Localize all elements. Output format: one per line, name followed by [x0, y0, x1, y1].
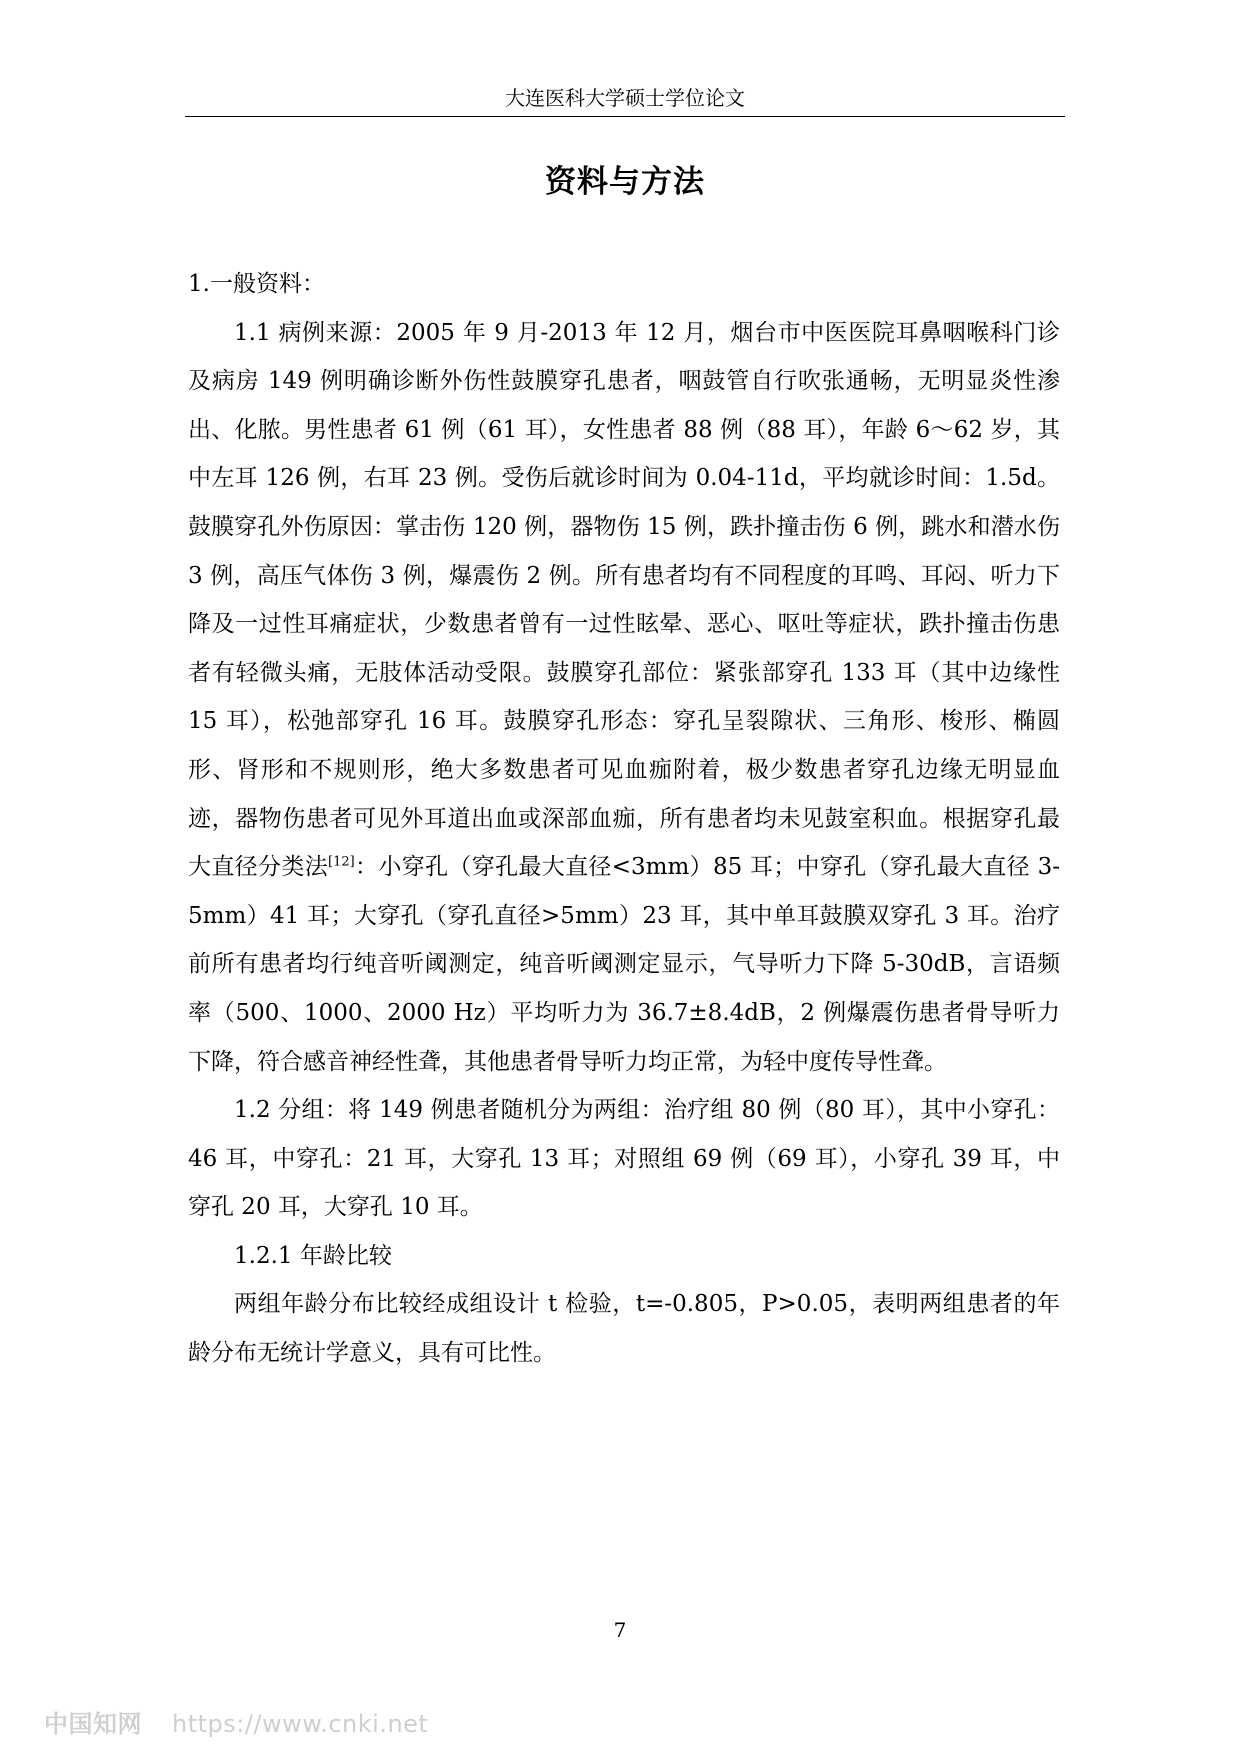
heading-age-comparison: 1.2.1 年龄比较 [234, 1242, 392, 1269]
heading-general-data: 1.一般资料： [188, 271, 325, 297]
paragraph-age-comparison: 两组年龄分布比较经成组设计 t 检验，t=-0.805，P>0.05，表明两组患者的年龄分布无统计学意义，具有可比性。 [188, 1291, 1060, 1367]
header-rule [185, 116, 1065, 117]
paragraph-case-source-part-a: 1.1 病例来源：2005 年 9 月-2013 年 12 月，烟台市中医医院耳鼻咽喉科门诊及病房 149 例明确诊断外伤性鼓膜穿孔患者，咽鼓管自行吹张通畅，无明显炎性渗出、化脓。男性患者 61 例（61 耳），女性患者 88 例（88 耳），年龄 6～62 岁，其中左耳 126 例，右耳 23 例。受伤后就诊时间为 0.04-11d，平均就诊时间：1.5d。鼓膜穿孔外伤原因：掌击伤 120 例，器物伤 15 例，跌扑撞击伤 6 例，跳水和潜水伤 3 例，高压气体伤 3 例，爆震伤 2 例。所有患者均有不同程度的耳鸣、耳闷、听力下降及一过性耳痛症状，少数患者曾有一过性眩晕、恶心、呕吐等症状，跌扑撞击伤患者有轻微头痛，无肢体活动受限。鼓膜穿孔部位：紧张部穿孔 133 耳（其中边缘性 15 耳），松弛部穿孔 16 耳。鼓膜穿孔形态：穿孔呈裂隙状、三角形、梭形、椭圆形、肾形和不规则形，绝大多数患者可见血痂附着，极少数患者穿孔边缘无明显血迹，器物伤患者可见外耳道出血或深部血痂，所有患者均未见鼓室积血。根据穿孔最大直径分类法 [188, 319, 1060, 881]
cnki-logo-text: 中国知网 [44, 1710, 142, 1738]
paragraph-case-source-part-b: ：小穿孔（穿孔最大直径<3mm）85 耳；中穿孔（穿孔最大直径 3-5mm）41 耳；大穿孔（穿孔直径>5mm）23 耳，其中单耳鼓膜双穿孔 3 耳。治疗前所有患者均行纯音听阈测定，纯音听阈测定显示，气导听力下降 5-30dB，言语频率（500、1000、2000 Hz）平均听力为 36.7±8.4dB，2 例爆震伤患者骨导听力下降，符合感音神经性聋，其他患者骨导听力均正常，为轻中度传导性聋。 [188, 854, 1060, 1075]
body-content [188, 260, 1060, 1378]
paragraph-case-source [188, 309, 1060, 1087]
running-header: 大连医科大学硕士学位论文 [505, 86, 745, 110]
page-number: 7 [613, 1618, 627, 1642]
paragraph-grouping: 1.2 分组：将 149 例患者随机分为两组：治疗组 80 例（80 耳），其中小穿孔：46 耳，中穿孔：21 耳，大穿孔 13 耳；对照组 69 例（69 耳），小穿孔 39 耳，中穿孔 20 耳，大穿孔 10 耳。 [188, 1097, 1060, 1221]
cnki-watermark [44, 1704, 428, 1739]
citation-ref: [12] [328, 854, 355, 870]
section-title: 资料与方法 [545, 164, 705, 200]
cnki-url: https://www.cnki.net [172, 1710, 429, 1738]
